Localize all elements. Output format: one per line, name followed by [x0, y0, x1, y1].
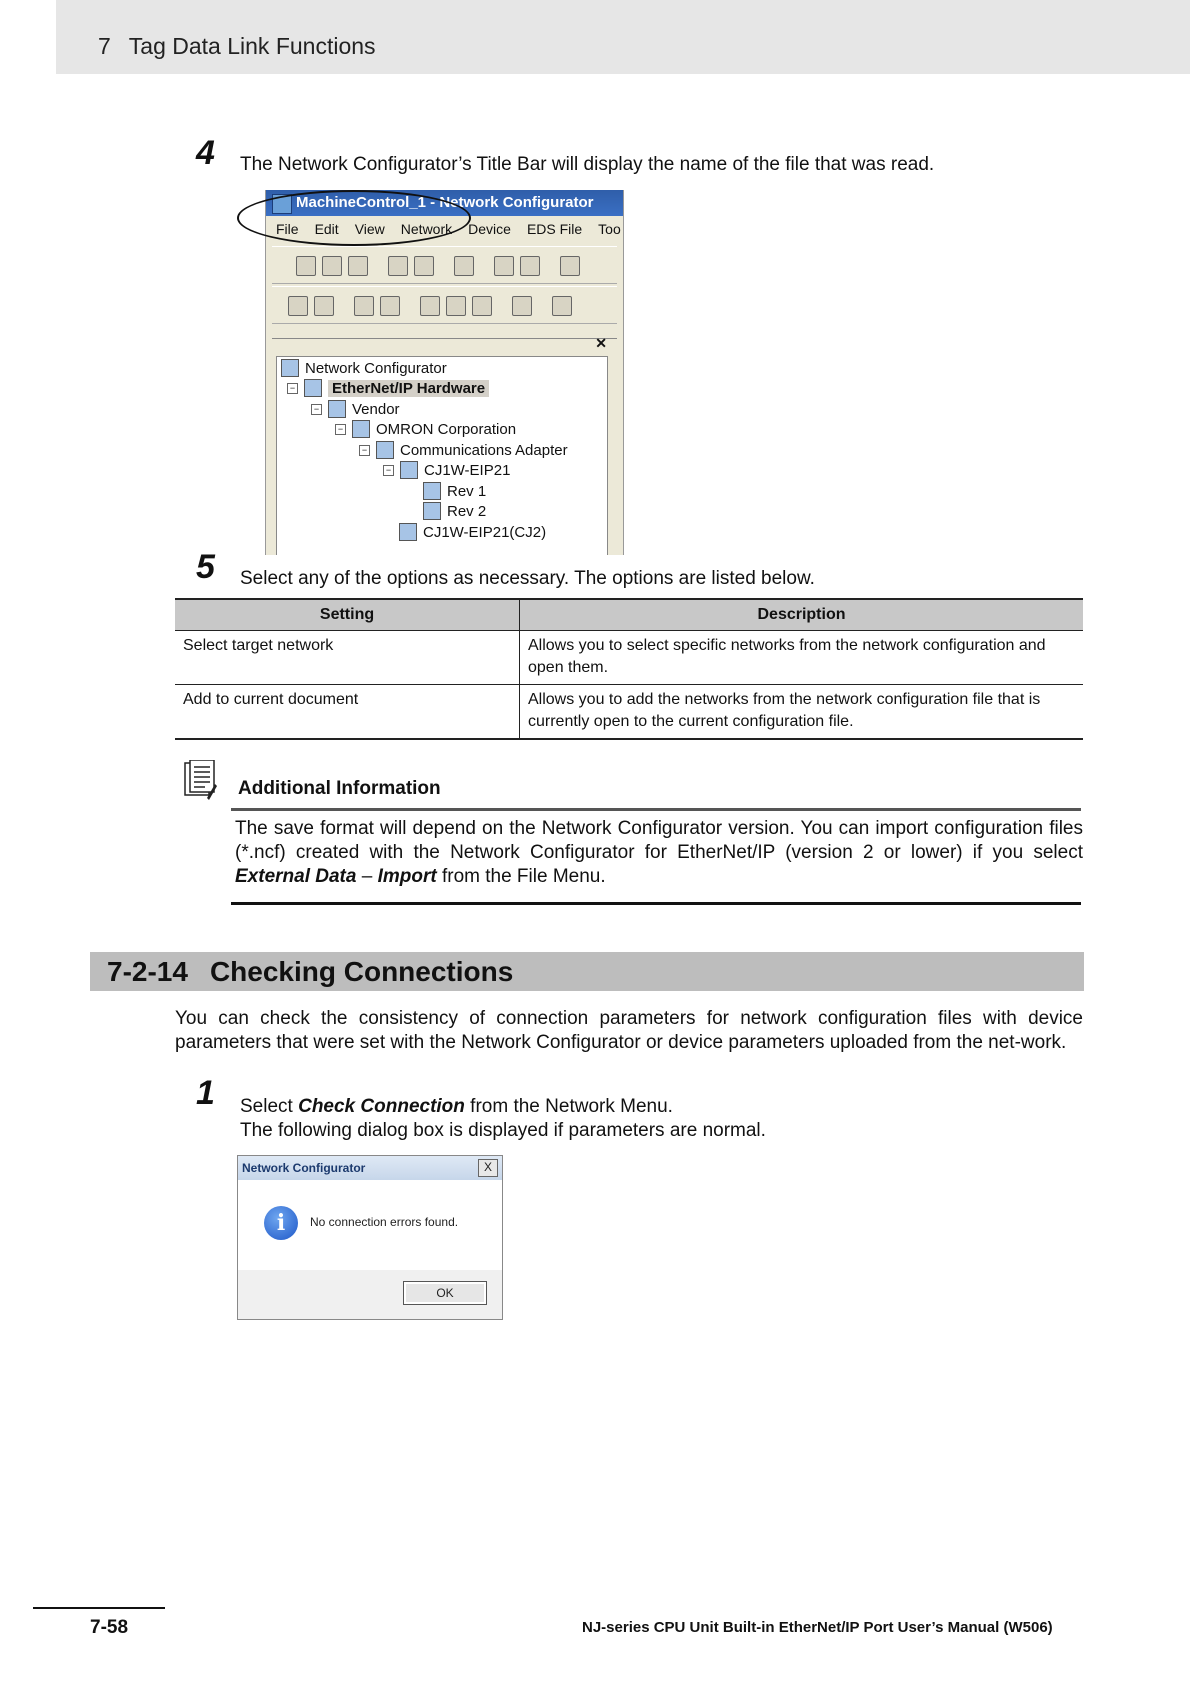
- dialog-message: No connection errors found.: [310, 1215, 459, 1229]
- device-icon: [423, 502, 441, 520]
- description-cell: Allows you to select specific networks from the network configuration and open them.: [520, 631, 1084, 685]
- divider: [231, 902, 1081, 905]
- table-header-row: [175, 599, 1083, 631]
- adapter-icon: [376, 441, 394, 459]
- title-highlight-oval: [237, 190, 471, 246]
- tree-node-ethernet-ip-hardware: − EtherNet/IP Hardware: [287, 379, 489, 397]
- menu-tools: Too: [598, 221, 621, 237]
- chapter-title: Tag Data Link Functions: [128, 33, 376, 59]
- tree-node-network-configurator: Network Configurator: [281, 359, 447, 377]
- collapse-icon: −: [287, 383, 298, 394]
- table-row: [175, 685, 1083, 740]
- divider: [231, 808, 1081, 811]
- section-heading: [107, 953, 513, 991]
- options-table: [175, 598, 1083, 740]
- menu-view: View: [354, 221, 385, 237]
- upload-icon: [454, 256, 474, 276]
- download-icon: [354, 296, 374, 316]
- document-icon: [314, 296, 334, 316]
- page-number: 7-58: [90, 1617, 129, 1638]
- settings-icon: [552, 296, 572, 316]
- step-1-text: Select Check Connection from the Network Menu.: [240, 1096, 673, 1117]
- network-icon: [494, 256, 514, 276]
- folder-icon: [328, 400, 346, 418]
- computer-icon: [281, 359, 299, 377]
- network-hardware-icon: [304, 379, 322, 397]
- chapter-number: 7: [98, 33, 111, 59]
- dialog-ok-button: OK: [403, 1281, 487, 1305]
- save-icon: [348, 256, 368, 276]
- menu-file: File: [276, 221, 299, 237]
- check-icon: [472, 296, 492, 316]
- tree-node-rev-2: Rev 2: [423, 502, 486, 520]
- additional-info-icon: [183, 760, 217, 800]
- step-1-number: 1: [196, 1074, 215, 1112]
- monitor-icon: [446, 296, 466, 316]
- hardware-tree: [276, 356, 608, 555]
- tree-node-rev-1: Rev 1: [423, 482, 486, 500]
- edit-icon: [512, 296, 532, 316]
- toolbar-1: [272, 246, 617, 284]
- external-data-term: External Data: [235, 866, 357, 887]
- additional-info-body: The save format will depend on the Network Configurator version. You can import configuration files (*.ncf) created with the Network Configurator for EtherNet/IP (version 2 or lower) if you select External Data – Import from the File Menu.: [235, 818, 1083, 887]
- device-icon: [423, 482, 441, 500]
- chapter-header: [98, 33, 376, 60]
- import-term: Import: [377, 866, 437, 887]
- step-5-text: Select any of the options as necessary. The options are listed below.: [240, 568, 815, 589]
- collapse-icon: −: [383, 465, 394, 476]
- folder-icon: [352, 420, 370, 438]
- properties-icon: [288, 296, 308, 316]
- toolbar-2: [272, 286, 617, 324]
- tree-node-vendor: − Vendor: [311, 400, 400, 418]
- new-file-icon: [296, 256, 316, 276]
- section-body: You can check the consistency of connection parameters for network configuration files with device parameters that were set with the Network Configurator or device parameters uploaded from the net-work.: [175, 1008, 1083, 1053]
- register-icon: [560, 256, 580, 276]
- check-connection-term: Check Connection: [298, 1096, 465, 1117]
- open-folder-icon: [322, 256, 342, 276]
- setting-cell: Select target network: [175, 631, 520, 685]
- step-4-number: 4: [196, 134, 215, 172]
- menu-edit: Edit: [314, 221, 339, 237]
- menu-network: Network: [400, 221, 453, 237]
- description-cell: Allows you to add the networks from the network configuration file that is currently open to the current configuration file.: [520, 685, 1084, 740]
- info-icon: i: [264, 1206, 298, 1240]
- menu-eds-file: EDS File: [526, 221, 583, 237]
- device-icon: [399, 523, 417, 541]
- online-icon: [420, 296, 440, 316]
- section-title: Checking Connections: [209, 956, 514, 987]
- upload-device-icon: [380, 296, 400, 316]
- additional-info-title: Additional Information: [238, 778, 441, 799]
- devices-icon: [520, 256, 540, 276]
- step-5-number: 5: [196, 548, 215, 586]
- tree-node-communications-adapter: − Communications Adapter: [359, 441, 568, 459]
- step-1-text-line-2: The following dialog box is displayed if parameters are normal.: [240, 1120, 766, 1141]
- window-title: MachineControl_1 - Network Configurator: [296, 194, 594, 211]
- manual-title: NJ-series CPU Unit Built-in EtherNet/IP Port User’s Manual (W506): [582, 1619, 1053, 1636]
- tree-node-cj1w-eip21-cj2: CJ1W-EIP21(CJ2): [399, 523, 546, 541]
- setting-cell: Add to current document: [175, 685, 520, 740]
- section-number: 7-2-14: [107, 956, 188, 987]
- collapse-icon: −: [335, 424, 346, 435]
- connection-check-dialog: [237, 1155, 503, 1320]
- close-icon: ✕: [595, 335, 607, 351]
- tree-node-cj1w-eip21: − CJ1W-EIP21: [383, 461, 510, 479]
- step-4-text: The Network Configurator’s Title Bar will display the name of the file that was read.: [240, 154, 935, 175]
- column-header-description: Description: [520, 599, 1084, 631]
- disconnect-icon: [414, 256, 434, 276]
- collapse-icon: −: [359, 445, 370, 456]
- menu-device: Device: [468, 221, 511, 237]
- table-row: [175, 631, 1083, 685]
- dialog-close-button: X: [478, 1159, 498, 1177]
- footer-rule: [33, 1607, 165, 1609]
- column-header-setting: Setting: [175, 599, 520, 631]
- connect-icon: [388, 256, 408, 276]
- tree-node-omron-corporation: − OMRON Corporation: [335, 420, 516, 438]
- collapse-icon: −: [311, 404, 322, 415]
- dialog-title: Network Configurator: [238, 1156, 502, 1180]
- device-icon: [400, 461, 418, 479]
- panel-header: [272, 335, 617, 353]
